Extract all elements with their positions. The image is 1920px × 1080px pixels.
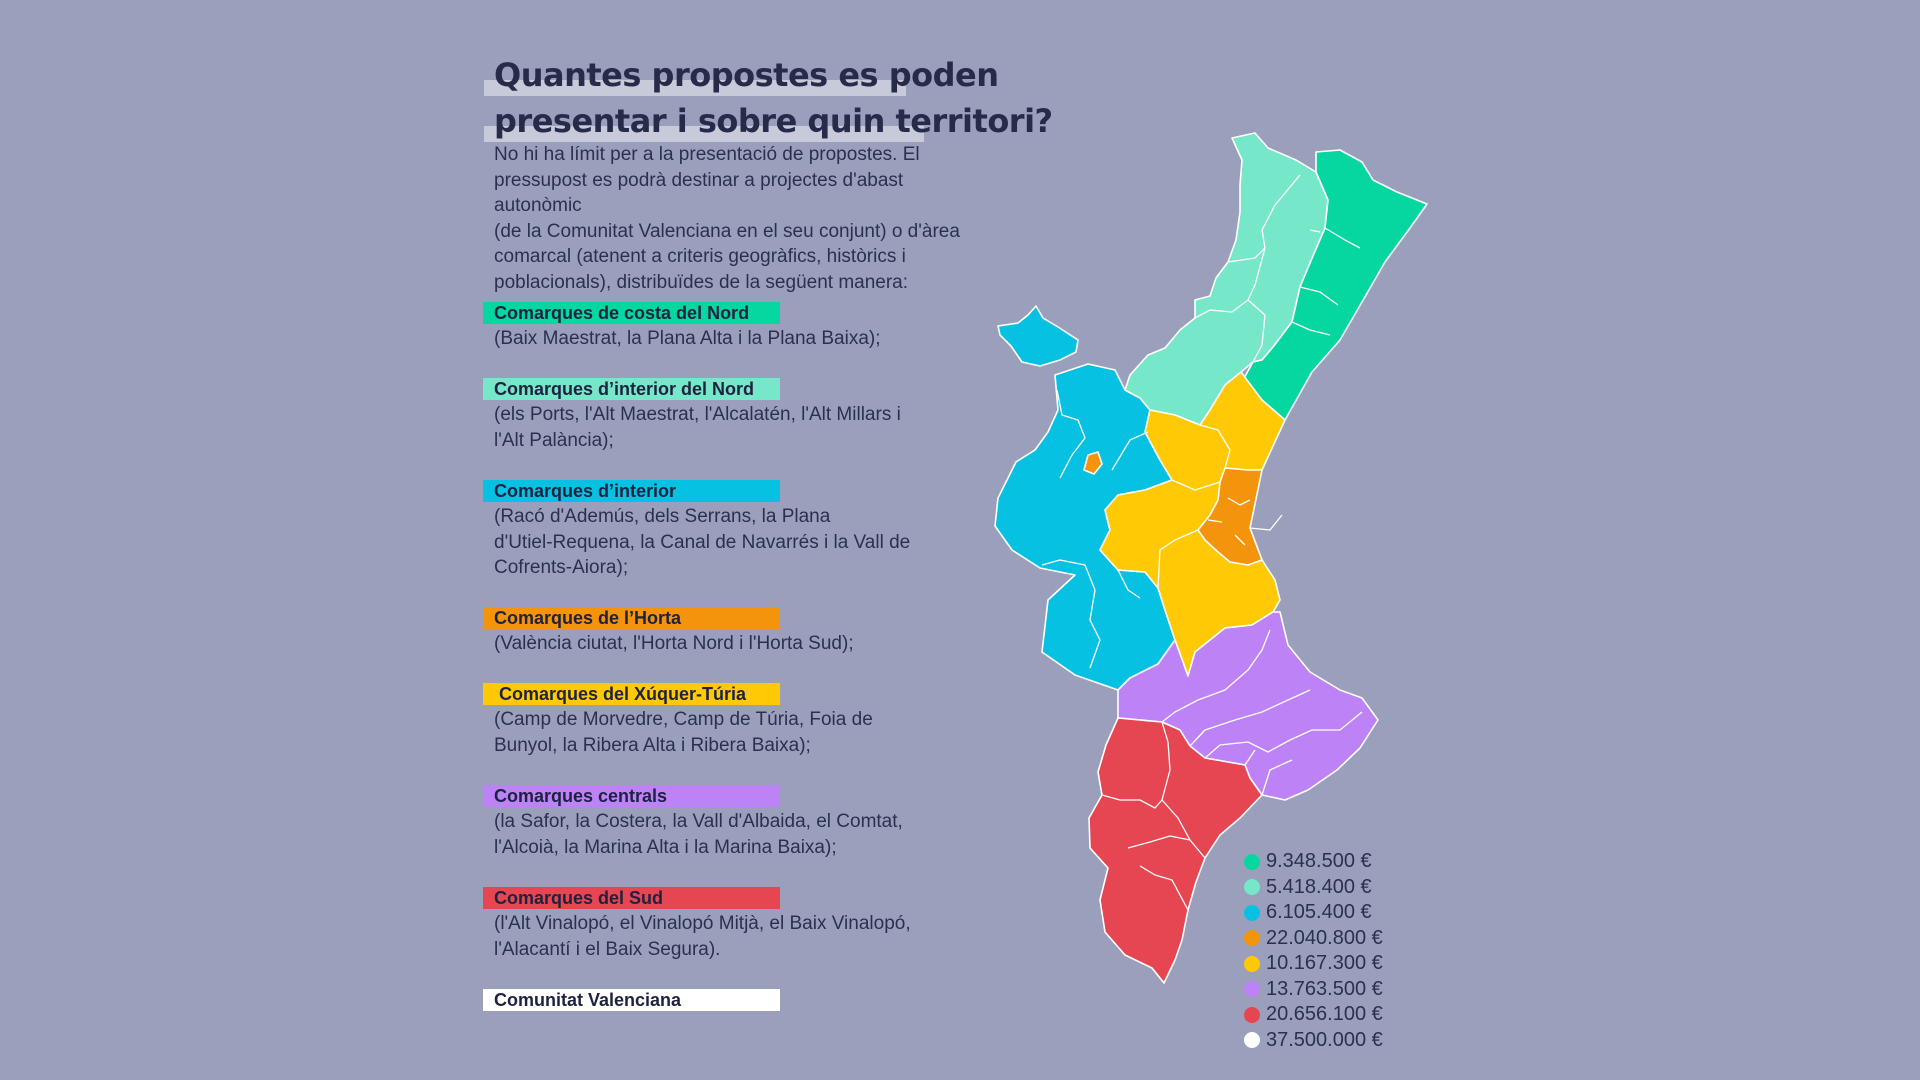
legend-item xyxy=(1244,977,1383,1003)
group-label: Comunitat Valenciana xyxy=(483,989,780,1011)
legend-dot xyxy=(1244,956,1260,972)
group-desc-line: l'Alacantí i el Baix Segura). xyxy=(494,938,721,960)
group-label: Comarques de costa del Nord xyxy=(483,302,780,324)
legend-item xyxy=(1244,926,1383,952)
group-desc-line: l'Alcoià, la Marina Alta i la Marina Baixa); xyxy=(494,836,837,858)
legend-amount: 20.656.100 € xyxy=(1266,1003,1383,1026)
group-description xyxy=(483,909,911,962)
group-desc-line: (l'Alt Vinalopó, el Vinalopó Mitjà, el Baix Vinalopó, xyxy=(494,913,911,934)
intro-line: No hi ha límit per a la presentació de propostes. El xyxy=(494,144,920,165)
group-description xyxy=(483,807,903,860)
legend-amount: 10.167.300 € xyxy=(1266,952,1383,975)
legend-amount: 13.763.500 € xyxy=(1266,977,1383,1000)
legend-item xyxy=(1244,1028,1383,1054)
legend-item xyxy=(1244,900,1383,926)
group-desc-line: (València ciutat, l'Horta Nord i l'Horta Sud); xyxy=(494,633,854,654)
legend-item xyxy=(1244,849,1383,875)
group-label: Comarques de l’Horta xyxy=(483,607,780,629)
group-desc-line: Cofrents-Aiora); xyxy=(494,557,629,578)
group-sud xyxy=(483,887,911,962)
intro-line: comarcal (atenent a criteris geogràfics, històrics i xyxy=(494,246,906,267)
group-desc-line: l'Alt Palància); xyxy=(494,429,614,451)
group-label: Comarques d’interior del Nord xyxy=(483,378,780,400)
group-interior xyxy=(483,480,910,581)
intro-line: pressupost es podrà destinar a projectes d'abast autonòmic xyxy=(494,169,904,216)
map-region-interior xyxy=(998,306,1078,366)
legend-amount: 6.105.400 € xyxy=(1266,901,1372,924)
group-costa-nord xyxy=(483,302,881,352)
group-label: Comarques del Sud xyxy=(483,887,780,909)
legend-dot xyxy=(1244,1032,1260,1048)
legend-amount: 5.418.400 € xyxy=(1266,875,1372,898)
legend-dot xyxy=(1244,1007,1260,1023)
group-description xyxy=(483,705,873,758)
group-desc-line: (Baix Maestrat, la Plana Alta i la Plana Baixa); xyxy=(494,328,881,349)
legend-amount: 37.500.000 € xyxy=(1266,1028,1383,1051)
legend-item xyxy=(1244,875,1383,901)
group-desc-line: (els Ports, l'Alt Maestrat, l'Alcalatén, l'Alt Millars i xyxy=(494,404,901,425)
intro-line: (de la Comunitat Valenciana en el seu conjunt) o d'àrea xyxy=(494,220,960,242)
legend-dot xyxy=(1244,879,1260,895)
legend-dot xyxy=(1244,854,1260,870)
group-centrals xyxy=(483,785,903,860)
page-title xyxy=(484,52,1053,144)
group-horta xyxy=(483,607,854,657)
title-text-2: presentar i sobre quin territori? xyxy=(494,102,1053,140)
intro-line: poblacionals), distribuïdes de la següent manera: xyxy=(494,271,909,293)
group-interior-nord xyxy=(483,378,901,453)
title-line-2 xyxy=(484,98,1053,144)
group-desc-line: d'Utiel-Requena, la Canal de Navarrés i la Vall de xyxy=(494,531,911,553)
legend-dot xyxy=(1244,905,1260,921)
legend-item xyxy=(1244,951,1383,977)
group-description xyxy=(483,502,910,581)
group-label: Comarques centrals xyxy=(483,785,780,807)
title-line-1 xyxy=(484,52,1004,98)
group-label: Comarques d’interior xyxy=(483,480,780,502)
group-desc-line: Bunyol, la Ribera Alta i Ribera Baixa); xyxy=(494,734,811,756)
group-description xyxy=(483,629,854,657)
group-xuquer-turia xyxy=(483,683,873,758)
title-text-1: Quantes propostes es poden xyxy=(494,56,999,94)
intro-paragraph xyxy=(494,142,994,295)
legend-dot xyxy=(1244,930,1260,946)
map-legend xyxy=(1244,849,1383,1053)
group-description xyxy=(483,400,901,453)
group-comunitat xyxy=(483,989,780,1011)
group-desc-line: (Camp de Morvedre, Camp de Túria, Foia de xyxy=(494,709,873,730)
group-desc-line: (la Safor, la Costera, la Vall d'Albaida, el Comtat, xyxy=(494,811,903,832)
group-description xyxy=(483,324,881,352)
group-desc-line: (Racó d'Ademús, dels Serrans, la Plana xyxy=(494,506,831,527)
group-label: Comarques del Xúquer-Túria xyxy=(483,683,780,705)
legend-amount: 9.348.500 € xyxy=(1266,850,1372,873)
legend-item xyxy=(1244,1002,1383,1028)
legend-dot xyxy=(1244,981,1260,997)
legend-amount: 22.040.800 € xyxy=(1266,926,1383,949)
